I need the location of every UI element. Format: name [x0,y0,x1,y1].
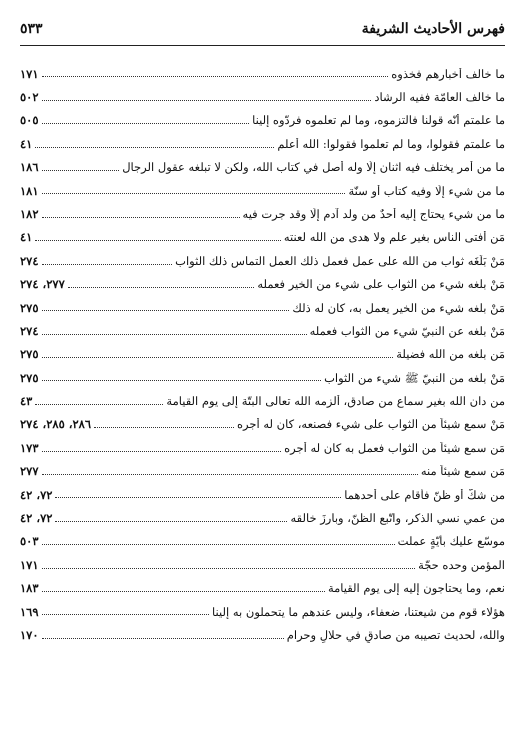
entry-pages: ٧٢، ٤٢ [20,487,53,502]
entry-pages: ٢٧٥ [20,370,39,385]
dot-leader [35,404,163,405]
index-entry [20,105,505,128]
entry-pages: ٥٠٢ [20,89,39,104]
entry-text: ما من أمر يختلف فيه اثنان إلّا وله أصل في كتاب الله، ولكن لا تبلغه عقول الرجال [122,161,505,175]
dot-leader [42,474,418,475]
index-entry [20,385,505,408]
entry-pages: ٧٢، ٤٢ [20,511,53,526]
index-entry [20,81,505,104]
entry-text: مَنْ بَلَغَه ثواب من الله على عمل فعمل ذلك العمل التماس ذلك الثواب [175,254,505,268]
entry-text: من دان الله بغير سماع من صادق، ألزمه الله تعالى البتّة إلى يوم القيامة [166,395,505,409]
entry-text: ما خالف أخبارهم فخذوه [391,67,505,81]
index-entry [20,619,505,642]
entry-pages: ٢٧٤ [20,253,39,268]
entry-text: مَنْ بلغه من النبيّ ﷺ شيء من الثواب [324,371,505,385]
entry-pages: ٥٠٣ [20,534,39,549]
dot-leader [42,334,307,335]
index-entry [20,128,505,151]
index-entry [20,339,505,362]
entry-pages: ١٨٣ [20,581,39,596]
entry-text: ما علمتم أنّه قولنا فالتزموه، وما لم تعلموه فردّوه إلينا [252,114,505,128]
entry-text: ما من شيء يحتاج إليه أحدٌ من ولد آدم إلّا وقد جرت فيه [242,207,505,221]
header-rule [20,45,505,46]
dot-leader [42,614,210,615]
index-entry [20,362,505,385]
dot-leader [42,544,395,545]
entry-pages: ٥٠٥ [20,113,39,128]
entry-text: مَن سمع شيئاً من الثواب فعمل به كان له أجره [284,441,505,455]
dot-leader [68,287,255,288]
entry-pages: ٢٧٧ [20,464,39,479]
index-entry [20,222,505,245]
hadith-index-list [20,58,505,643]
dot-leader [42,638,284,639]
dot-leader [42,264,173,265]
entry-text: ما من شيء إلّا وفيه كتاب أو سنّة [348,184,505,198]
dot-leader [94,427,234,428]
index-entry [20,152,505,175]
dot-leader [42,568,416,569]
entry-text: ما علمتم فقولوا، وما لم تعلموا فقولوا: الله أعلم [277,137,505,151]
entry-text: موسّع عليك بأيّةٍ عملت [397,535,505,549]
dot-leader [42,310,290,311]
entry-pages: ١٦٩ [20,604,39,619]
index-entry [20,292,505,315]
dot-leader [42,357,394,358]
entry-pages: ١٧٣ [20,440,39,455]
entry-pages: ٢٨٦، ٢٨٥، ٢٧٤ [20,417,92,432]
entry-pages: ٢٧٥ [20,300,39,315]
dot-leader [42,380,322,381]
index-entry [20,175,505,198]
index-entry [20,573,505,596]
entry-pages: ١٨٢ [20,206,39,221]
dot-leader [42,76,389,77]
entry-pages: ٢٧٧، ٢٧٤ [20,277,65,292]
entry-text: المؤمن وحده حجّة [418,558,505,572]
index-entry [20,479,505,502]
entry-text: من عمي نسي الذكر، واتّبع الظنّ، وبارزَ خالقه [290,512,505,526]
entry-text: مَنْ سمع شيئاً من الثواب على شيء فصنعه، كان له أجره [236,418,505,432]
index-entry [20,502,505,525]
entry-text: ما خالف العامّة ففيه الرشاد [374,90,505,104]
entry-pages: ٢٧٥ [20,347,39,362]
entry-pages: ١٨١ [20,183,39,198]
entry-text: مَنْ بلغه عن النبيّ شيء من الثواب فعمله [309,324,505,338]
index-entry [20,58,505,81]
dot-leader [35,240,281,241]
entry-pages: ١٧٠ [20,627,39,642]
entry-pages: ٤١ [20,136,33,151]
dot-leader [42,170,120,171]
entry-pages: ١٧١ [20,66,39,81]
entry-text: مَنْ بلغه شيء من الخير يعمل به، كان له ذلك [292,301,505,315]
index-entry [20,456,505,479]
dot-leader [42,591,325,592]
entry-pages: ١٨٦ [20,160,39,175]
index-entry [20,526,505,549]
dot-leader [42,217,240,218]
index-entry [20,269,505,292]
entry-text: هؤلاء قوم من شيعتنا، ضعفاء، وليس عندهم ما يتحملون به إلينا [212,605,505,619]
entry-text: نعم، وما يحتاجون إليه إلى يوم القيامة [327,582,505,596]
entry-pages: ٤١ [20,230,33,245]
entry-text: من شكّ أو ظنّ فأقام على أحدهما [344,488,505,502]
dot-leader [35,147,274,148]
index-entry [20,409,505,432]
entry-text: مَن سمع شيئاً منه [420,465,505,479]
running-title: فهرس الأحاديث الشريفة [361,21,505,37]
index-entry [20,432,505,455]
dot-leader [55,521,287,522]
page-number: ٥٣٣ [20,21,43,37]
index-entry [20,596,505,619]
entry-text: مَن بلغه من الله فضيلة [396,348,505,362]
index-entry [20,198,505,221]
dot-leader [42,451,282,452]
index-entry [20,245,505,268]
entry-text: مَن أفتى الناس بغير علم ولا هدى من الله لعنته [283,231,505,245]
dot-leader [42,100,372,101]
dot-leader [42,193,346,194]
entry-pages: ٢٧٤ [20,323,39,338]
dot-leader [55,497,341,498]
page-header [20,18,505,40]
entry-pages: ٤٣ [20,394,33,409]
index-entry [20,549,505,572]
entry-text: مَنْ بلغه شيء من الثواب على شيء من الخير فعمله [257,278,505,292]
entry-pages: ١٧١ [20,557,39,572]
dot-leader [42,123,250,124]
entry-text: والله، لحديث تصيبه من صادقٍ في حلالٍ وحرام [286,628,505,642]
index-entry [20,315,505,338]
